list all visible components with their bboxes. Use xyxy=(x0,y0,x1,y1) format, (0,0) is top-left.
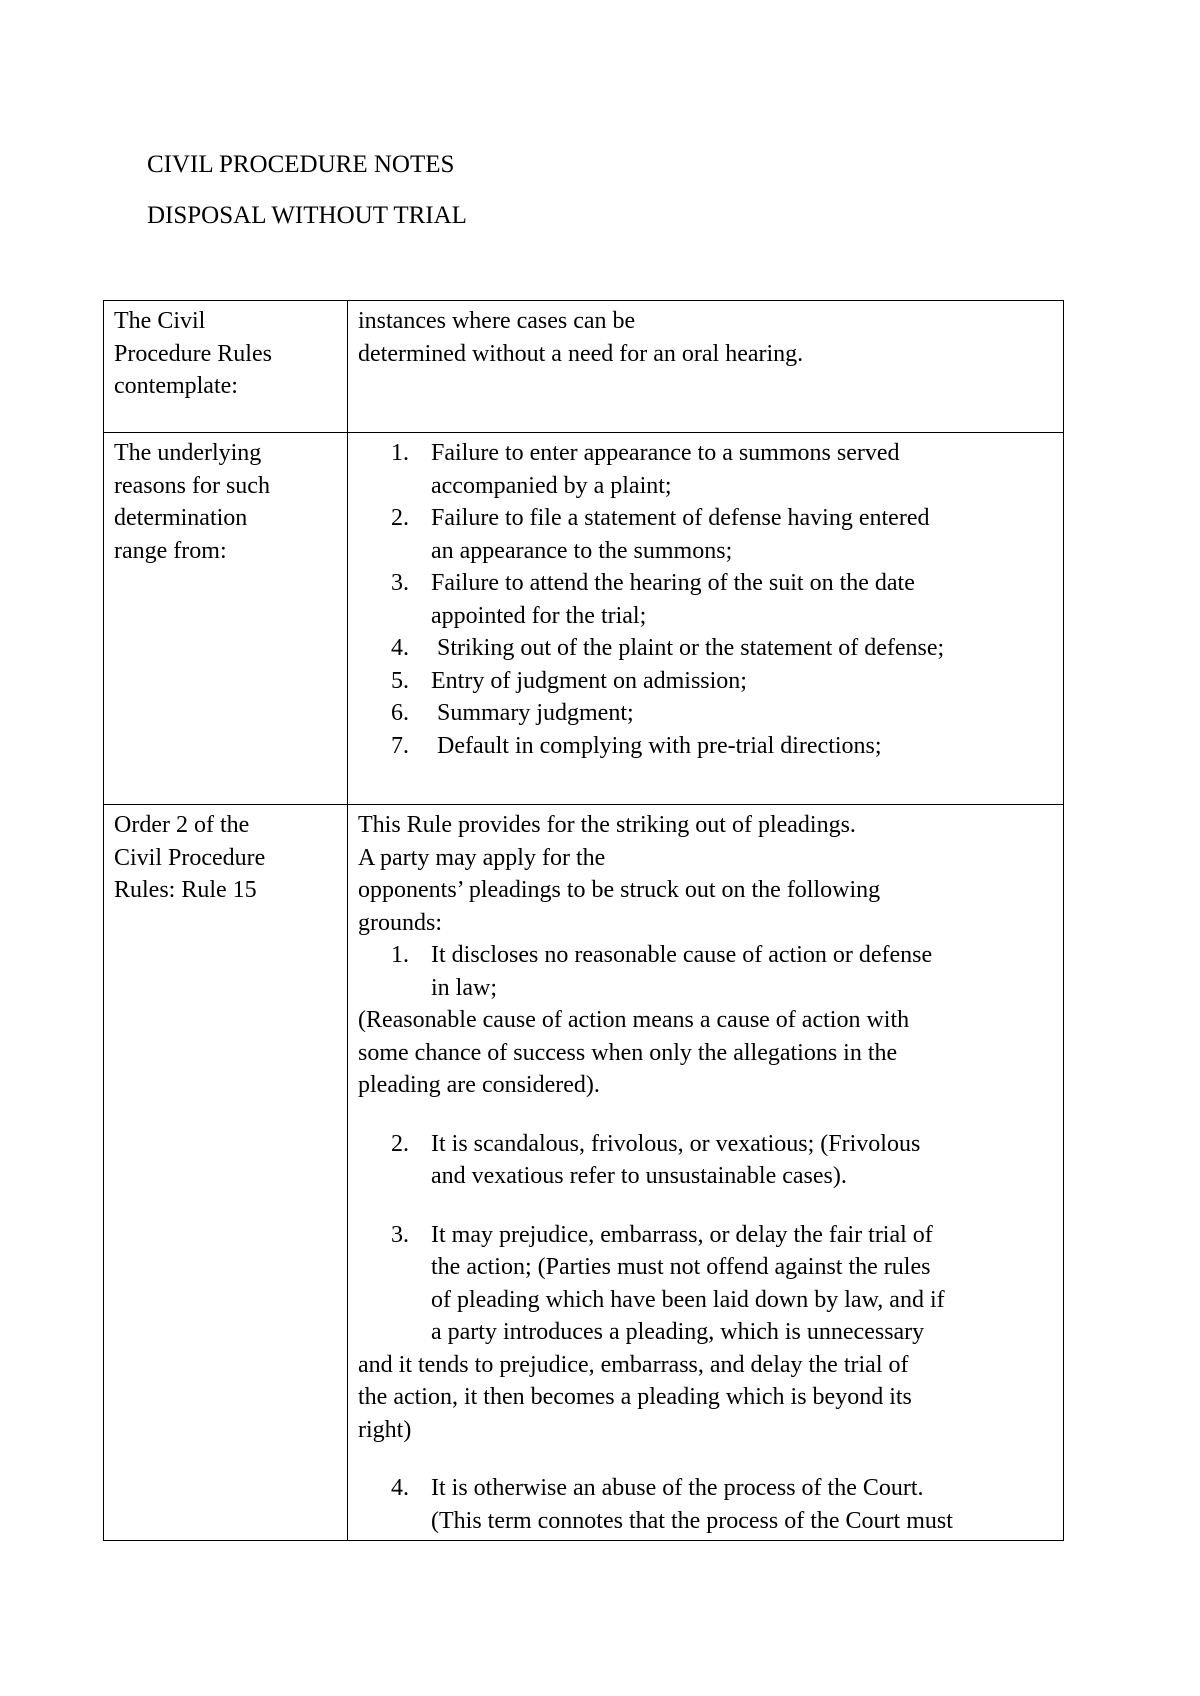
notes-table xyxy=(103,300,1064,1541)
ground-text: It is otherwise an abuse of the process of the Court. xyxy=(431,1475,924,1501)
list-item-text: an appearance to the summons; xyxy=(431,537,733,564)
content-line: grounds: xyxy=(358,909,442,936)
document-title: CIVIL PROCEDURE NOTES xyxy=(147,151,455,178)
paragraph-gap xyxy=(358,1102,1053,1128)
row-content-reasons xyxy=(348,433,1064,805)
list-number: 4. xyxy=(391,1475,409,1501)
list-number: 4. xyxy=(391,635,409,661)
list-item xyxy=(358,665,1053,698)
list-item-text: Summary judgment; xyxy=(431,700,634,726)
list-item-text: accompanied by a plaint; xyxy=(431,472,672,499)
content-line: right) xyxy=(358,1416,412,1443)
list-item-text: Failure to attend the hearing of the suit on the date xyxy=(431,570,915,596)
content-line: A party may apply for the xyxy=(358,844,606,871)
list-item-text: Default in complying with pre-trial directions; xyxy=(431,732,882,759)
ground-text: It is scandalous, frivolous, or vexatious; (Frivolous xyxy=(431,1130,921,1157)
row-label-contemplate: The Civil Procedure Rules contemplate: xyxy=(104,301,348,433)
ground-text: and vexatious refer to unsustainable cases). xyxy=(431,1163,847,1189)
content-line: the action, it then becomes a pleading which is beyond its xyxy=(358,1384,912,1410)
table-row xyxy=(104,805,1064,1541)
ground-item xyxy=(358,1219,1053,1349)
row-content-order-2-rule-15 xyxy=(348,805,1064,1541)
list-item-text: Entry of judgment on admission; xyxy=(431,667,747,694)
reasons-list xyxy=(358,437,1053,762)
list-item xyxy=(358,632,1053,665)
ground-text: It discloses no reasonable cause of action or defense xyxy=(431,942,933,968)
list-item-text: appointed for the trial; xyxy=(431,602,647,629)
content-line: This Rule provides for the striking out of pleadings. xyxy=(358,812,856,838)
content-line: some chance of success when only the allegations in the xyxy=(358,1039,898,1066)
list-item xyxy=(358,730,1053,763)
list-number: 3. xyxy=(391,570,409,596)
list-item xyxy=(358,502,1053,567)
document-subtitle: DISPOSAL WITHOUT TRIAL xyxy=(147,202,467,229)
content-line: (Reasonable cause of action means a cause of action with xyxy=(358,1007,910,1033)
row-content-contemplate xyxy=(348,301,1064,433)
list-number: 6. xyxy=(391,700,409,726)
list-number: 7. xyxy=(391,732,409,759)
paragraph-gap xyxy=(358,1446,1053,1472)
paragraph-gap xyxy=(358,1193,1053,1219)
row-label-reasons: The underlying reasons for such determination range from: xyxy=(104,433,348,805)
content-line: determined without a need for an oral hearing. xyxy=(358,340,804,367)
ground-text: It may prejudice, embarrass, or delay the fair trial of xyxy=(431,1221,933,1248)
list-item-text: Striking out of the plaint or the statement of defense; xyxy=(431,635,945,661)
ground-text: a party introduces a pleading, which is unnecessary xyxy=(431,1319,925,1345)
table-row xyxy=(104,433,1064,805)
content-line: pleading are considered). xyxy=(358,1072,600,1098)
list-item-text: Failure to enter appearance to a summons served xyxy=(431,440,900,466)
list-item-text: Failure to file a statement of defense having entered xyxy=(431,505,930,531)
list-number: 2. xyxy=(391,1130,409,1157)
ground-item xyxy=(358,1472,1053,1537)
list-number: 1. xyxy=(391,942,409,968)
ground-text: (This term connotes that the process of the Court must xyxy=(431,1507,953,1534)
content-line: opponents’ pleadings to be struck out on the following xyxy=(358,877,881,903)
list-number: 3. xyxy=(391,1221,409,1248)
list-item xyxy=(358,567,1053,632)
ground-text: the action; (Parties must not offend against the rules xyxy=(431,1254,931,1280)
list-item xyxy=(358,697,1053,730)
table-row xyxy=(104,301,1064,433)
list-number: 1. xyxy=(391,440,409,466)
content-line: and it tends to prejudice, embarrass, and delay the trial of xyxy=(358,1351,909,1378)
ground-text: in law; xyxy=(431,974,497,1001)
ground-item xyxy=(358,939,1053,1004)
ground-item xyxy=(358,1128,1053,1193)
list-number: 5. xyxy=(391,667,409,694)
list-number: 2. xyxy=(391,505,409,531)
list-item xyxy=(358,437,1053,502)
content-line: instances where cases can be xyxy=(358,308,636,334)
ground-text: of pleading which have been laid down by law, and if xyxy=(431,1286,945,1313)
row-label-order-2-rule-15: Order 2 of the Civil Procedure Rules: Rule 15 xyxy=(104,805,348,1541)
